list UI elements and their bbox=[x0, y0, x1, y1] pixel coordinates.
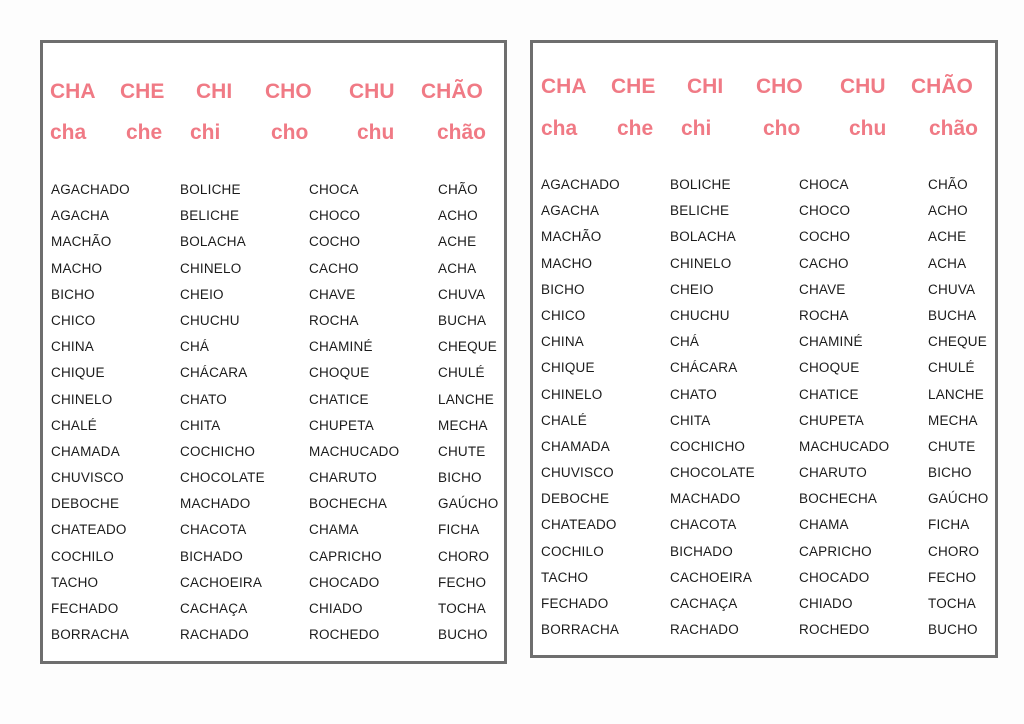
syllables-lowercase-row bbox=[43, 121, 504, 157]
word-item: CHAMINÉ bbox=[309, 339, 373, 355]
word-item: CHOQUE bbox=[799, 360, 860, 376]
word-item: CHATEADO bbox=[541, 517, 617, 533]
word-item: COCHILO bbox=[541, 543, 604, 559]
word-item: CHUVISCO bbox=[51, 470, 124, 486]
word-item: CHINA bbox=[51, 339, 95, 355]
syllable: CHA bbox=[541, 75, 587, 98]
word-item: CHAMADA bbox=[51, 443, 120, 459]
word-item: MACHÃO bbox=[541, 229, 602, 245]
word-item: CHÃO bbox=[928, 177, 968, 192]
word-item: AGACHA bbox=[541, 203, 600, 219]
word-item: CHINELO bbox=[51, 391, 113, 407]
word-item: ROCHA bbox=[799, 307, 849, 323]
word-item: CHAMA bbox=[309, 522, 359, 538]
word-item: CHINELO bbox=[541, 386, 603, 402]
syllables-uppercase-row bbox=[533, 75, 995, 111]
syllable: CHA bbox=[50, 80, 96, 103]
word-item: CHIADO bbox=[799, 596, 853, 611]
word-item: BORRACHA bbox=[541, 622, 620, 638]
syllable: CHE bbox=[120, 80, 165, 103]
word-item: CHUTE bbox=[438, 443, 486, 459]
word-item: BELICHE bbox=[180, 208, 240, 224]
word-column bbox=[438, 177, 498, 648]
word-item: CHOCO bbox=[309, 208, 361, 224]
syllable: CHÃO bbox=[421, 80, 483, 103]
word-item: CHÁ bbox=[180, 339, 210, 355]
syllable: CHO bbox=[756, 75, 803, 98]
word-item: ACHA bbox=[928, 255, 967, 271]
word-item: MACHUCADO bbox=[799, 438, 890, 454]
word-item: BOLICHE bbox=[670, 177, 731, 192]
word-item: BOLACHA bbox=[670, 229, 736, 245]
word-item: ROCHA bbox=[309, 312, 359, 328]
word-item: CHARUTO bbox=[799, 465, 867, 481]
syllable: cho bbox=[271, 121, 309, 144]
word-item: MACHO bbox=[541, 255, 593, 271]
word-item: CHUCHU bbox=[180, 312, 240, 328]
word-item: MECHA bbox=[438, 417, 488, 433]
word-item: CACHO bbox=[309, 260, 359, 276]
syllable: CHI bbox=[196, 80, 233, 103]
word-item: TACHO bbox=[541, 569, 589, 585]
word-item: CHUPETA bbox=[309, 417, 374, 433]
word-item: TOCHA bbox=[928, 596, 977, 611]
syllable: chão bbox=[437, 121, 487, 144]
word-item: CHOCADO bbox=[799, 569, 870, 585]
word-item: CHICO bbox=[541, 307, 586, 323]
word-item: BOLICHE bbox=[180, 182, 241, 197]
word-item: BICHO bbox=[438, 470, 482, 486]
word-item: CHEQUE bbox=[928, 334, 987, 350]
word-item: CHATICE bbox=[309, 391, 369, 407]
word-item: CHUTE bbox=[928, 438, 976, 454]
word-item: MACHÃO bbox=[51, 234, 112, 250]
word-item: CACHO bbox=[799, 255, 849, 271]
word-item: CHOQUE bbox=[309, 365, 370, 381]
syllable: CHU bbox=[349, 80, 395, 103]
word-item: BOCHECHA bbox=[799, 491, 878, 507]
word-item: CHORO bbox=[928, 543, 980, 559]
word-item: CHULÉ bbox=[928, 360, 975, 376]
word-item: MACHADO bbox=[670, 491, 741, 507]
word-item: CHITA bbox=[670, 412, 711, 428]
word-column bbox=[180, 177, 265, 648]
word-item: CHACOTA bbox=[180, 522, 247, 538]
word-item: CHATO bbox=[670, 386, 718, 402]
word-item: CHUCHU bbox=[670, 307, 730, 323]
word-item: CHAMINÉ bbox=[799, 334, 863, 350]
word-item: DEBOCHE bbox=[541, 491, 610, 507]
word-column bbox=[928, 172, 988, 643]
word-item: RACHADO bbox=[180, 627, 249, 643]
word-item: COCHILO bbox=[51, 548, 114, 564]
word-item: CHÁCARA bbox=[180, 365, 248, 381]
word-item: CHINA bbox=[541, 334, 585, 350]
syllable: CHI bbox=[687, 75, 724, 98]
word-item: MACHO bbox=[51, 260, 103, 276]
word-item: GAÚCHO bbox=[438, 496, 499, 512]
word-item: CHICO bbox=[51, 312, 96, 328]
word-item: BORRACHA bbox=[51, 627, 130, 643]
syllable: CHO bbox=[265, 80, 312, 103]
word-item: CHAVE bbox=[309, 286, 356, 302]
word-item: FECHADO bbox=[51, 601, 119, 616]
syllable: cha bbox=[541, 117, 578, 140]
word-item: ROCHEDO bbox=[799, 622, 870, 638]
syllables-lowercase-row bbox=[533, 117, 995, 153]
word-item: BELICHE bbox=[670, 203, 730, 219]
word-item: CHAMADA bbox=[541, 438, 610, 454]
word-item: CAPRICHO bbox=[309, 548, 382, 564]
word-item: GAÚCHO bbox=[928, 491, 989, 507]
word-item: AGACHADO bbox=[541, 177, 620, 192]
word-item: COCHICHO bbox=[670, 438, 746, 454]
word-item: BICHO bbox=[51, 286, 95, 302]
word-item: ACHO bbox=[928, 203, 968, 219]
syllable: cha bbox=[50, 121, 87, 144]
word-item: BICHO bbox=[541, 281, 585, 297]
word-item: ACHO bbox=[438, 208, 478, 224]
word-item: CHINELO bbox=[180, 260, 242, 276]
word-item: LANCHE bbox=[928, 386, 984, 402]
word-item: CHIQUE bbox=[541, 360, 595, 376]
worksheet-left bbox=[40, 40, 507, 664]
word-item: CHOCOLATE bbox=[670, 465, 755, 481]
word-item: BICHO bbox=[928, 465, 972, 481]
word-item: CHEIO bbox=[180, 286, 224, 302]
word-column bbox=[799, 172, 889, 643]
word-item: FECHO bbox=[928, 569, 977, 585]
word-item: CHUPETA bbox=[799, 412, 864, 428]
word-item: CHITA bbox=[180, 417, 221, 433]
word-item: ACHA bbox=[438, 260, 477, 276]
word-item: COCHICHO bbox=[180, 443, 256, 459]
word-item: CHALÉ bbox=[541, 412, 588, 428]
word-item: COCHO bbox=[309, 234, 361, 250]
word-item: AGACHADO bbox=[51, 182, 130, 197]
word-item: ACHE bbox=[438, 234, 477, 250]
word-item: BUCHA bbox=[438, 312, 487, 328]
word-item: CHOCA bbox=[309, 182, 359, 197]
word-item: CHIADO bbox=[309, 601, 363, 616]
word-item: CACHAÇA bbox=[180, 601, 248, 616]
word-item: BICHADO bbox=[180, 548, 243, 564]
word-item: CHACOTA bbox=[670, 517, 737, 533]
syllable: chu bbox=[357, 121, 395, 144]
word-item: COCHO bbox=[799, 229, 851, 245]
syllables-uppercase-row bbox=[43, 80, 504, 116]
word-item: CHOCA bbox=[799, 177, 849, 192]
word-item: MACHADO bbox=[180, 496, 251, 512]
word-column bbox=[51, 177, 130, 648]
word-item: CHATO bbox=[180, 391, 228, 407]
syllable: CHU bbox=[840, 75, 886, 98]
word-item: CHINELO bbox=[670, 255, 732, 271]
word-item: FECHADO bbox=[541, 596, 609, 611]
word-item: LANCHE bbox=[438, 391, 494, 407]
word-item: CHEIO bbox=[670, 281, 714, 297]
word-item: TACHO bbox=[51, 574, 99, 590]
word-item: CHATICE bbox=[799, 386, 859, 402]
word-item: ROCHEDO bbox=[309, 627, 380, 643]
word-item: RACHADO bbox=[670, 622, 739, 638]
word-item: CACHOEIRA bbox=[180, 574, 263, 590]
word-item: CACHAÇA bbox=[670, 596, 738, 611]
word-item: CHIQUE bbox=[51, 365, 105, 381]
word-column bbox=[309, 177, 399, 648]
word-item: CHARUTO bbox=[309, 470, 377, 486]
word-column bbox=[541, 172, 620, 643]
word-item: BICHADO bbox=[670, 543, 733, 559]
worksheet-right bbox=[530, 40, 998, 658]
syllable: chão bbox=[929, 117, 979, 140]
word-item: CHEQUE bbox=[438, 339, 497, 355]
syllable: che bbox=[617, 117, 654, 140]
word-item: CHOCADO bbox=[309, 574, 380, 590]
word-item: FECHO bbox=[438, 574, 487, 590]
word-item: BOCHECHA bbox=[309, 496, 388, 512]
syllable: CHE bbox=[611, 75, 656, 98]
word-item: CHÃO bbox=[438, 182, 478, 197]
syllable: chu bbox=[849, 117, 887, 140]
word-item: DEBOCHE bbox=[51, 496, 120, 512]
word-item: TOCHA bbox=[438, 601, 487, 616]
word-item: CHUVISCO bbox=[541, 465, 614, 481]
word-item: AGACHA bbox=[51, 208, 110, 224]
word-item: CAPRICHO bbox=[799, 543, 872, 559]
word-item: FICHA bbox=[438, 522, 480, 538]
word-item: CACHOEIRA bbox=[670, 569, 753, 585]
word-item: CHORO bbox=[438, 548, 490, 564]
word-item: CHOCOLATE bbox=[180, 470, 265, 486]
word-item: CHAMA bbox=[799, 517, 849, 533]
word-item: MACHUCADO bbox=[309, 443, 400, 459]
word-item: CHALÉ bbox=[51, 417, 98, 433]
syllable: che bbox=[126, 121, 163, 144]
syllable: cho bbox=[763, 117, 801, 140]
word-item: BUCHO bbox=[928, 622, 978, 638]
word-item: BOLACHA bbox=[180, 234, 246, 250]
word-item: CHÁ bbox=[670, 334, 700, 350]
syllable: CHÃO bbox=[911, 75, 973, 98]
word-item: MECHA bbox=[928, 412, 978, 428]
word-item: CHATEADO bbox=[51, 522, 127, 538]
word-item: CHUVA bbox=[438, 286, 486, 302]
word-item: ACHE bbox=[928, 229, 967, 245]
word-item: FICHA bbox=[928, 517, 970, 533]
word-item: BUCHA bbox=[928, 307, 977, 323]
word-column bbox=[670, 172, 755, 643]
word-item: CHOCO bbox=[799, 203, 851, 219]
syllable: chi bbox=[190, 121, 221, 144]
word-item: CHAVE bbox=[799, 281, 846, 297]
word-item: CHÁCARA bbox=[670, 360, 738, 376]
word-item: CHUVA bbox=[928, 281, 976, 297]
word-item: BUCHO bbox=[438, 627, 488, 643]
word-item: CHULÉ bbox=[438, 365, 485, 381]
syllable: chi bbox=[681, 117, 712, 140]
